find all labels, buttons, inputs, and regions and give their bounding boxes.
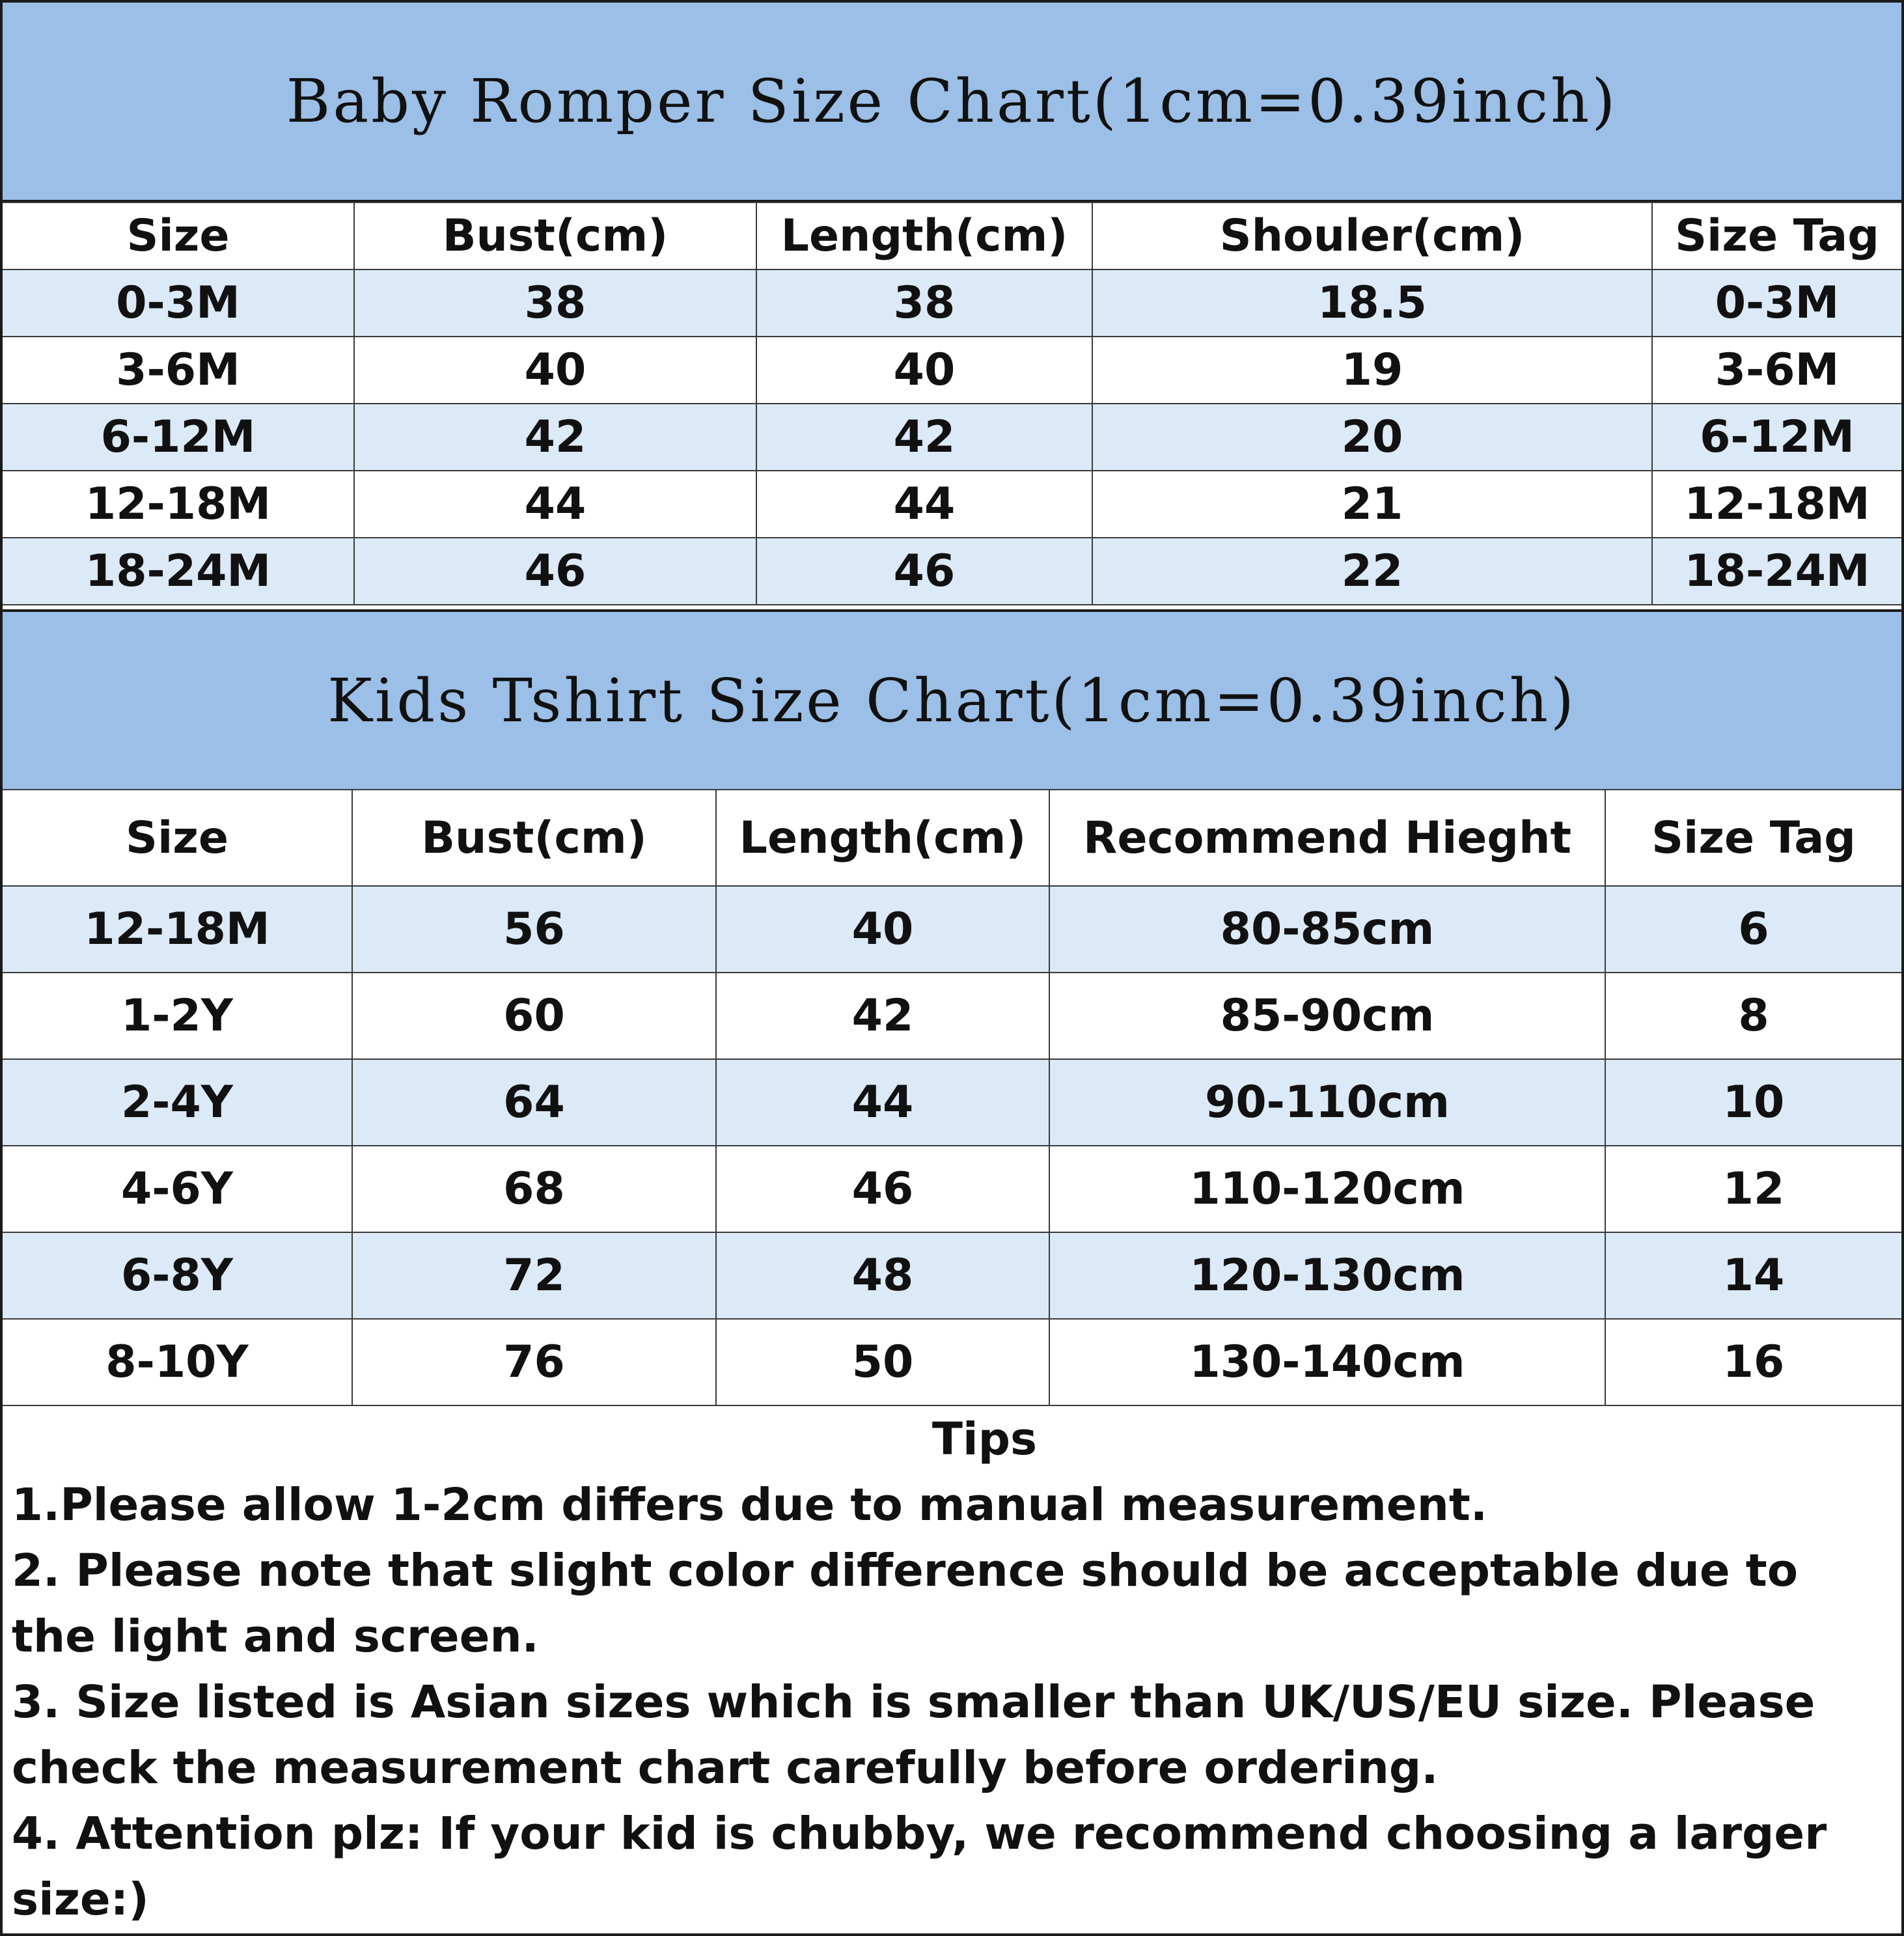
cell-size: 1-2Y <box>3 973 352 1059</box>
cell-recommend-height: 110-120cm <box>1049 1146 1605 1232</box>
cell-size: 3-6M <box>3 337 354 404</box>
cell-length: 42 <box>756 404 1092 471</box>
tip-item: 2. Please note that slight color difference should be acceptable due to the light and screen. <box>12 1545 1799 1663</box>
column-header-bust: Bust(cm) <box>354 202 756 270</box>
cell-shoulder: 19 <box>1092 337 1652 404</box>
cell-size-tag: 12-18M <box>1652 471 1901 538</box>
cell-recommend-height: 130-140cm <box>1049 1319 1605 1405</box>
cell-length: 46 <box>716 1146 1049 1232</box>
cell-shoulder: 18.5 <box>1092 270 1652 337</box>
cell-size: 18-24M <box>3 538 354 605</box>
cell-length: 44 <box>716 1059 1049 1146</box>
table-row <box>3 471 1901 538</box>
cell-recommend-height: 90-110cm <box>1049 1059 1605 1146</box>
table-row <box>3 973 1901 1059</box>
cell-bust: 56 <box>352 886 716 973</box>
column-header-bust: Bust(cm) <box>352 790 716 886</box>
cell-bust: 44 <box>354 471 756 538</box>
table-header-row <box>3 202 1901 270</box>
table-row <box>3 1232 1901 1319</box>
cell-recommend-height: 85-90cm <box>1049 973 1605 1059</box>
cell-length: 40 <box>756 337 1092 404</box>
cell-bust: 76 <box>352 1319 716 1405</box>
cell-size: 12-18M <box>3 886 352 973</box>
cell-bust: 42 <box>354 404 756 471</box>
cell-recommend-height: 80-85cm <box>1049 886 1605 973</box>
cell-size-tag: 12 <box>1605 1146 1901 1232</box>
cell-bust: 38 <box>354 270 756 337</box>
cell-length: 46 <box>756 538 1092 605</box>
cell-bust: 72 <box>352 1232 716 1319</box>
cell-size-tag: 10 <box>1605 1059 1901 1146</box>
cell-size-tag: 18-24M <box>1652 538 1901 605</box>
table-row <box>3 538 1901 605</box>
romper-size-table <box>3 202 1901 605</box>
cell-bust: 64 <box>352 1059 716 1146</box>
cell-size: 8-10Y <box>3 1319 352 1405</box>
column-header-recommend-height: Recommend Hieght <box>1049 790 1605 886</box>
cell-shoulder: 22 <box>1092 538 1652 605</box>
column-header-length: Length(cm) <box>756 202 1092 270</box>
table-row <box>3 270 1901 337</box>
cell-size-tag: 3-6M <box>1652 337 1901 404</box>
cell-bust: 40 <box>354 337 756 404</box>
cell-size-tag: 6-12M <box>1652 404 1901 471</box>
cell-shoulder: 21 <box>1092 471 1652 538</box>
cell-size: 6-8Y <box>3 1232 352 1319</box>
cell-size-tag: 8 <box>1605 973 1901 1059</box>
table-row <box>3 1059 1901 1146</box>
tshirt-chart-title: Kids Tshirt Size Chart(1cm=0.39inch) <box>3 609 1901 789</box>
cell-bust: 68 <box>352 1146 716 1232</box>
column-header-length: Length(cm) <box>716 790 1049 886</box>
tip-item: 3. Size listed is Asian sizes which is smaller than UK/US/EU size. Please check the measurement chart carefully before ordering. <box>12 1676 1815 1794</box>
cell-size-tag: 6 <box>1605 886 1901 973</box>
table-row <box>3 886 1901 973</box>
column-header-size-tag: Size Tag <box>1605 790 1901 886</box>
table-header-row <box>3 790 1901 886</box>
table-row <box>3 1319 1901 1405</box>
cell-size-tag: 16 <box>1605 1319 1901 1405</box>
cell-bust: 46 <box>354 538 756 605</box>
table-row <box>3 337 1901 404</box>
romper-chart-title: Baby Romper Size Chart(1cm=0.39inch) <box>3 3 1901 202</box>
tip-item: 4. Attention plz: If your kid is chubby, we recommend choosing a larger size:) <box>12 1808 1827 1926</box>
cell-bust: 60 <box>352 973 716 1059</box>
cell-shoulder: 20 <box>1092 404 1652 471</box>
tip-item: 1.Please allow 1-2cm differs due to manual measurement. <box>12 1479 1488 1531</box>
column-header-size-tag: Size Tag <box>1652 202 1901 270</box>
table-row <box>3 1146 1901 1232</box>
cell-length: 50 <box>716 1319 1049 1405</box>
tips-title: Tips <box>931 1413 1038 1465</box>
cell-length: 38 <box>756 270 1092 337</box>
cell-size-tag: 14 <box>1605 1232 1901 1319</box>
column-header-shoulder: Shouler(cm) <box>1092 202 1652 270</box>
column-header-size: Size <box>3 202 354 270</box>
column-header-size: Size <box>3 790 352 886</box>
cell-size: 12-18M <box>3 471 354 538</box>
tips-section <box>3 1407 1901 1933</box>
cell-length: 44 <box>756 471 1092 538</box>
cell-length: 42 <box>716 973 1049 1059</box>
cell-length: 40 <box>716 886 1049 973</box>
cell-length: 48 <box>716 1232 1049 1319</box>
cell-size: 2-4Y <box>3 1059 352 1146</box>
cell-recommend-height: 120-130cm <box>1049 1232 1605 1319</box>
cell-size-tag: 0-3M <box>1652 270 1901 337</box>
cell-size: 0-3M <box>3 270 354 337</box>
tshirt-size-table <box>3 789 1901 1406</box>
cell-size: 4-6Y <box>3 1146 352 1232</box>
table-row <box>3 404 1901 471</box>
cell-size: 6-12M <box>3 404 354 471</box>
